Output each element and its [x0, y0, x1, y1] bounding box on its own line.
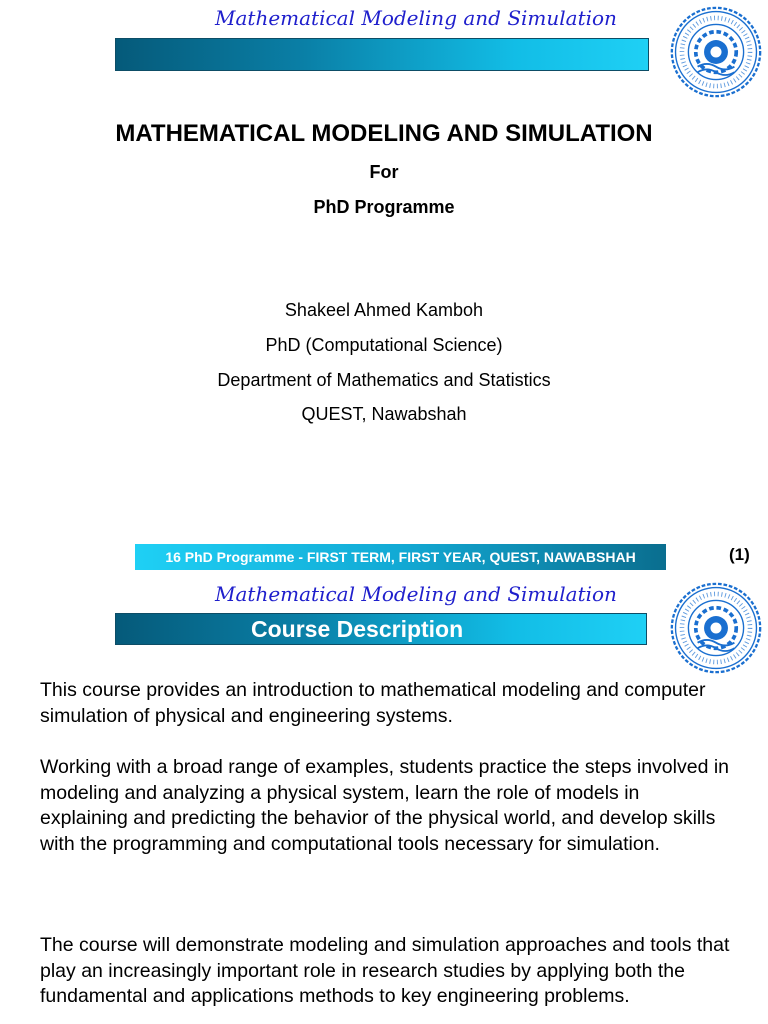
slide2-header-bar	[115, 613, 647, 645]
slide1-footer-bar	[135, 544, 666, 570]
university-seal-icon	[670, 6, 762, 98]
section-title: Course Description	[251, 615, 464, 642]
description-paragraph-2: Working with a broad range of examples, students practice the steps involved in modeling and analyzing a physical system, learn the role of models in explaining and predicting the behavior of the physical world, and develop skills with the programming and computational tools necessary for simulation.	[40, 756, 730, 855]
slide1-header-script: Mathematical Modeling and Simulation	[215, 6, 617, 30]
description-paragraph-3: The course will demonstrate modeling and simulation approaches and tools that play an increasingly important role in research studies by applying both the fundamental and applications methods to key engineering problems.	[40, 934, 730, 1007]
slide1-title: MATHEMATICAL MODELING AND SIMULATION	[115, 120, 653, 147]
author-department: Department of Mathematics and Statistics	[217, 370, 551, 390]
author-institution: QUEST, Nawabshah	[301, 404, 467, 424]
description-paragraph-1: This course provides an introduction to mathematical modeling and computer simulation of physical and engineering systems.	[40, 679, 706, 727]
author-degree: PhD (Computational Science)	[265, 335, 503, 355]
slide1-programme: PhD Programme	[313, 197, 455, 217]
slide1-footer-text: 16 PhD Programme - FIRST TERM, FIRST YEAR, QUEST, NAWABSHAH	[165, 549, 636, 565]
slide1-header-bar	[115, 38, 649, 71]
author-name: Shakeel Ahmed Kamboh	[284, 300, 484, 320]
university-seal-icon	[670, 582, 762, 674]
slide2-header-script: Mathematical Modeling and Simulation	[215, 582, 617, 606]
page-number: (1)	[729, 545, 750, 564]
slide1-for: For	[369, 162, 399, 182]
